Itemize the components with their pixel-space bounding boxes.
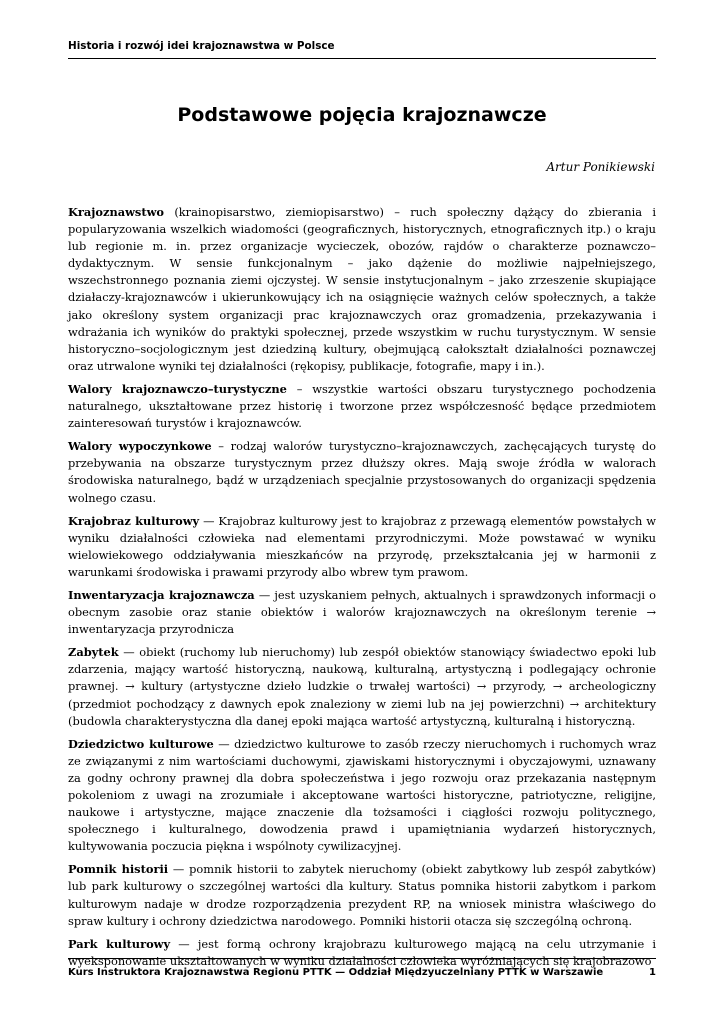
entry-definition: — pomnik historii to zabytek nieruchomy (obiekt zabytkowy lub zespół zabytków) lub park kulturowy o szczególnej wartości dla kultury. Status pomnika historii zabytkom i parkom kulturowym nadaje w drodze rozporządzenia prezydent RP, na wniosek ministra właściwego do spraw kultury i ochrony dziedzictwa narodowego. Pomniki historii otacza się szczególną ochroną. bbox=[68, 862, 656, 928]
article-body bbox=[68, 204, 656, 976]
entry-paragraph bbox=[68, 587, 656, 638]
footer-divider bbox=[68, 958, 656, 959]
entry-term: Zabytek bbox=[68, 645, 119, 660]
entry-definition: — obiekt (ruchomy lub nieruchomy) lub zespół obiektów stanowiący świadectwo epoki lub zdarzenia, mający wartość historyczną, naukową, kulturalną, artystyczną i podlegający ochronie prawnej. → kultury (artystyczne dzieło ludzkie o trwałej wartości) → przyrody, → archeologiczny (przedmiot pochodzący z dawnych epok znaleziony w ziemi lub na jej powierzchni) → architektury (budowla charakterystyczna dla danej epoki mająca wartość artystyczną, kulturalną i historyczną. bbox=[68, 645, 656, 728]
entry-term: Krajoznawstwo bbox=[68, 205, 165, 219]
entry-definition: – wszystkie wartości obszaru turystycznego pochodzenia naturalnego, ukształtowane przez historię i tworzone przez współczesność będące przedmiotem zainteresowań turystów i krajoznawców. bbox=[68, 381, 656, 431]
entry-paragraph bbox=[68, 381, 656, 432]
entry-paragraph bbox=[68, 204, 656, 375]
entry-term: Walory wypoczynkowe bbox=[68, 439, 212, 454]
entry-paragraph bbox=[68, 936, 656, 970]
entry-definition: — dziedzictwo kulturowe to zasób rzeczy nieruchomych i ruchomych wraz ze związanymi z nim wartościami duchowymi, zjawiskami historycznymi i obyczajowymi, uznawany za godny ochrony prawnej dla dobra społeczeństwa i jego rozwoju oraz przekazania następnym pokoleniom z uwagi na zrozumiałe i akceptowane wartości historyczne, patriotyczne, religijne, naukowe i artystyczne, mające znaczenie dla tożsamości i ciągłości rozwoju politycznego, społecznego i kulturalnego, dowodzenia prawd i upamiętniania wydarzeń historycznych, kultywowania poczucia piękna i wspólnoty cywilizacyjnej. bbox=[68, 736, 656, 854]
footer-text: Kurs Instruktora Krajoznawstwa Regionu PTTK — Oddział Międzyuczelniany PTTK w Warszawie bbox=[68, 967, 604, 978]
entry-definition: – rodzaj walorów turystyczno–krajoznawczych, zachęcających turystę do przebywania na obszarze turystycznym przez dłuższy okres. Mają swoje źródła w walorach środowiska naturalnego, bądź w urządzeniach specjalnie przystosowanych do organizacji spędzenia wolnego czasu. bbox=[68, 439, 656, 505]
entry-definition: — Krajobraz kulturowy jest to krajobraz z przewagą elementów powstałych w wyniku działalności człowieka nad elementami przyrodniczymi. Może powstawać w wyniku wielowiekowego oddziaływania mieszkańców na przyrodę, przekształcania jej w harmonii z warunkami środowiska i prawami przyrody albo wbrew tym prawom. bbox=[68, 513, 656, 579]
entry-definition: (krainopisarstwo, ziemiopisarstwo) – ruch społeczny dążący do zbierania i popularyzowania wszelkich wiadomości (geograficznych, historycznych, etnograficznych itp.) o kraju lub regionie m. in. przez organizacje wycieczek, obozów, rajdów o charakterze poznawczo–dydaktycznym. W sensie funkcjonalnym – jako dążenie do możliwie najpełniejszego, wszechstronnego poznania ziemi ojczystej. W sensie instytucjonalnym – jako zrzeszenie skupiające działaczy-krajoznawców i ukierunkowujący ich na osiągnięcie ważnych celów społecznych, a także jako określony system organizacji prac krajoznawczych oraz gromadzenia, przekazywania i wdrażania ich wyników do praktyki społecznej, przede wszystkim w ruchu turystycznym. W sensie historyczno–socjologicznym jest dziedziną kultury, obejmującą całokształt działalności poznawczej oraz utrwalone wyniki tej działalności (rękopisy, publikacje, fotografie, mapy i in.). bbox=[68, 205, 656, 373]
entry-term: Park kulturowy bbox=[68, 936, 171, 951]
entry-paragraph bbox=[68, 644, 656, 729]
running-header: Historia i rozwój idei krajoznawstwa w Polsce bbox=[68, 40, 335, 52]
author-name: Artur Ponikiewski bbox=[546, 160, 655, 174]
page-title: Podstawowe pojęcia krajoznawcze bbox=[177, 104, 547, 126]
entry-paragraph bbox=[68, 736, 656, 856]
entry-paragraph bbox=[68, 438, 656, 506]
header-divider bbox=[68, 58, 656, 59]
entry-definition: — jest uzyskaniem pełnych, aktualnych i sprawdzonych informacji o obecnym zasobie oraz stanie obiektów i walorów krajoznawczych na określonym terenie → inwentaryzacja przyrodnicza bbox=[68, 587, 656, 637]
entry-term: Walory krajoznawczo–turystyczne bbox=[68, 381, 287, 396]
entry-paragraph bbox=[68, 513, 656, 581]
entry-paragraph bbox=[68, 861, 656, 929]
entry-term: Inwentaryzacja krajoznawcza bbox=[68, 587, 255, 602]
entry-term: Pomnik historii bbox=[68, 862, 169, 877]
entry-definition: — jest formą ochrony krajobrazu kulturowego mającą na celu utrzymanie i wyeksponowanie ukształtowanych w wyniku działalności człowieka wyróżniających się krajobrazowo bbox=[68, 936, 656, 968]
entry-term: Krajobraz kulturowy bbox=[68, 513, 200, 528]
entry-term: Dziedzictwo kulturowe bbox=[68, 736, 214, 751]
page-number: 1 bbox=[649, 967, 656, 978]
